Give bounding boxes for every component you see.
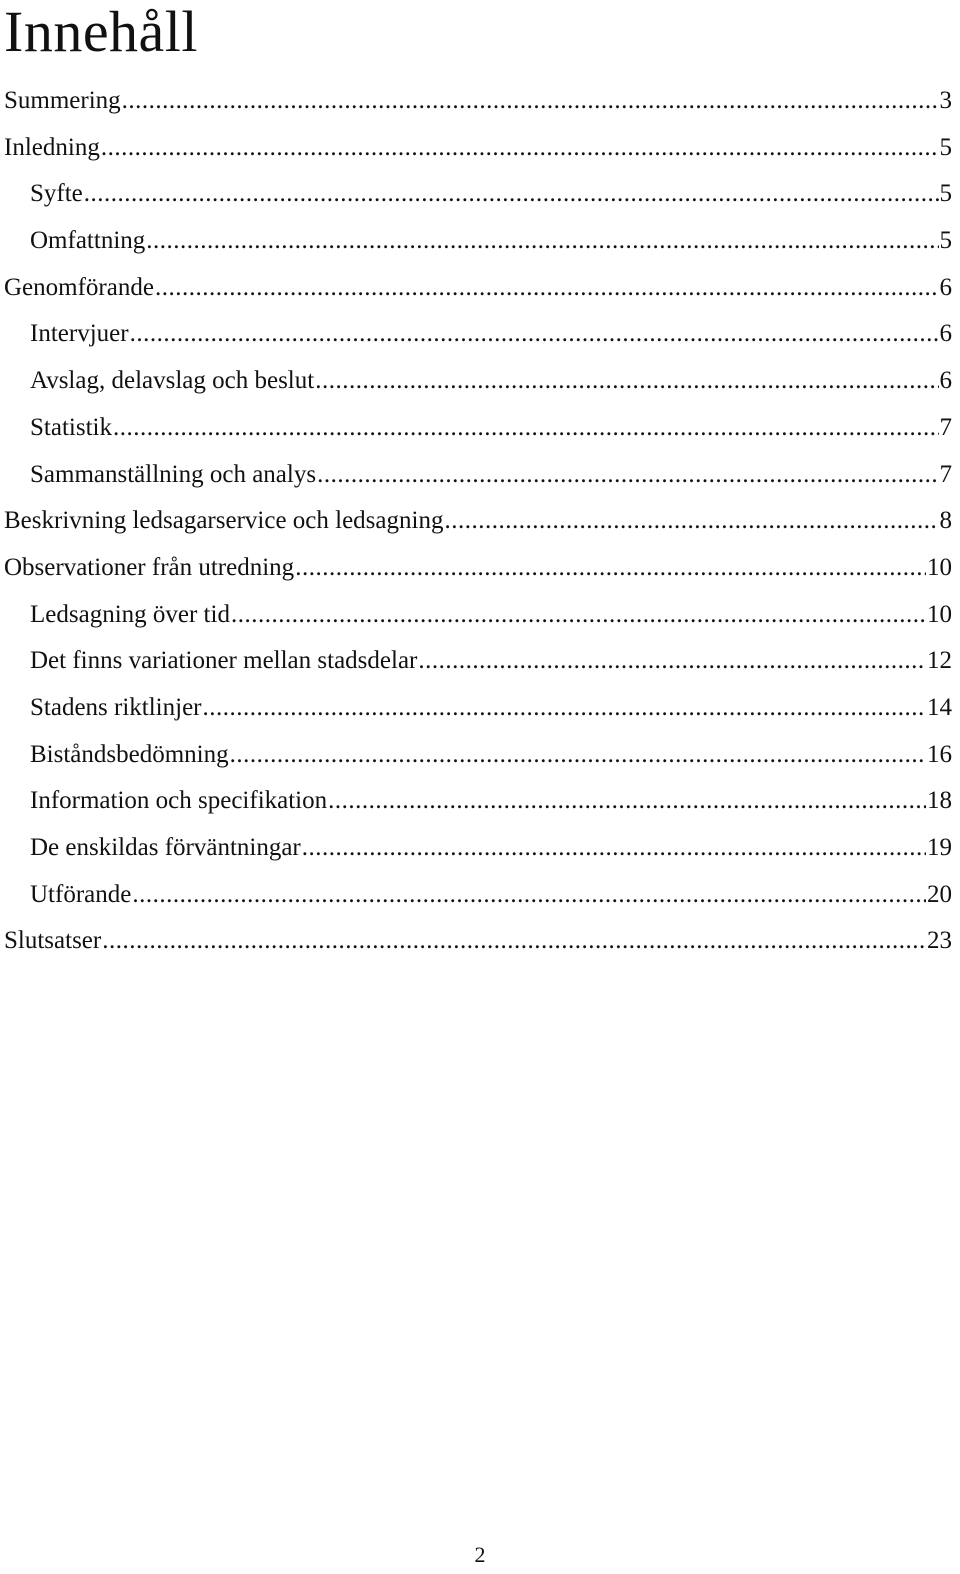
toc-entry-title: Omfattning	[30, 227, 146, 255]
toc-entry-page: 6	[939, 320, 952, 348]
toc-entry-title: Sammanställning och analys	[30, 460, 317, 488]
toc-dot-leader	[132, 872, 926, 919]
toc-entry-page: 8	[939, 507, 952, 535]
toc-entry-page: 20	[927, 880, 952, 908]
toc-entry[interactable]	[0, 498, 952, 545]
toc-entry[interactable]	[0, 872, 952, 919]
toc-entry-page: 5	[939, 227, 952, 255]
toc-entry[interactable]	[0, 732, 952, 779]
toc-entry-page: 19	[927, 834, 952, 861]
toc-dot-leader	[155, 265, 939, 312]
toc-entry-page: 12	[927, 647, 952, 675]
toc-dot-leader	[317, 452, 938, 499]
toc-entry-title: De enskildas förväntningar	[30, 834, 301, 861]
toc-entry[interactable]	[0, 592, 952, 639]
toc-entry-title: Statistik	[30, 413, 112, 441]
toc-entry-title: Genomförande	[4, 273, 154, 301]
toc-entry[interactable]	[0, 171, 952, 218]
toc-entry[interactable]	[0, 125, 952, 172]
toc-entry-page: 16	[927, 740, 952, 768]
toc-entry-title: Stadens riktlinjer	[30, 693, 202, 721]
toc-entry-page: 23	[927, 927, 952, 955]
toc-entry-title: Ledsagning över tid	[30, 600, 230, 628]
toc-entry-page: 14	[927, 693, 952, 721]
toc-dot-leader	[295, 545, 926, 592]
toc-entry[interactable]	[0, 358, 952, 405]
table-of-contents	[0, 78, 952, 965]
toc-entry-title: Syfte	[30, 180, 83, 208]
toc-dot-leader	[101, 125, 939, 172]
toc-entry-page: 7	[939, 460, 952, 488]
toc-entry-title: Det finns variationer mellan stadsdelar	[30, 647, 418, 675]
toc-dot-leader	[146, 218, 938, 265]
page-number: 2	[474, 1542, 486, 1567]
toc-entry-title: Inledning	[4, 133, 100, 161]
toc-dot-leader	[444, 498, 938, 545]
toc-entry-page: 3	[939, 87, 952, 114]
toc-entry-title: Observationer från utredning	[4, 553, 295, 581]
toc-entry[interactable]	[0, 685, 952, 732]
toc-dot-leader	[203, 685, 927, 732]
toc-entry[interactable]	[0, 405, 952, 452]
toc-entry[interactable]	[0, 218, 952, 265]
toc-dot-leader	[418, 638, 926, 685]
toc-entry-page: 5	[939, 133, 952, 161]
toc-entry-page: 5	[939, 180, 952, 208]
toc-entry[interactable]	[0, 638, 952, 685]
toc-dot-leader	[122, 78, 939, 125]
toc-entry-title: Beskrivning ledsagarservice och ledsagning	[4, 507, 444, 535]
toc-entry[interactable]	[0, 452, 952, 499]
toc-dot-leader	[113, 405, 939, 452]
toc-entry-page: 10	[927, 553, 952, 581]
page-title: Innehåll	[4, 0, 199, 64]
toc-entry-page: 6	[939, 367, 952, 395]
toc-entry-title: Slutsatser	[4, 927, 102, 955]
toc-entry-page: 18	[927, 787, 952, 815]
toc-entry[interactable]	[0, 778, 952, 825]
toc-entry-title: Utförande	[30, 880, 132, 908]
toc-dot-leader	[302, 825, 926, 872]
toc-entry-title: Information och specifikation	[30, 787, 328, 815]
toc-entry-title: Biståndsbedömning	[30, 740, 229, 768]
toc-dot-leader	[130, 311, 939, 358]
toc-dot-leader	[315, 358, 938, 405]
toc-dot-leader	[84, 171, 939, 218]
toc-entry[interactable]	[0, 918, 952, 965]
toc-entry-page: 7	[939, 413, 952, 441]
toc-entry-title: Avslag, delavslag och beslut	[30, 367, 315, 395]
toc-entry[interactable]	[0, 545, 952, 592]
toc-dot-leader	[230, 732, 926, 779]
toc-entry[interactable]	[0, 78, 952, 125]
toc-entry-title: Summering	[4, 87, 121, 114]
toc-dot-leader	[231, 592, 926, 639]
toc-entry-title: Intervjuer	[30, 320, 129, 348]
toc-entry-page: 6	[939, 273, 952, 301]
toc-entry[interactable]	[0, 265, 952, 312]
toc-entry[interactable]	[0, 825, 952, 872]
toc-entry[interactable]	[0, 311, 952, 358]
toc-entry-page: 10	[927, 600, 952, 628]
toc-dot-leader	[328, 778, 926, 825]
toc-dot-leader	[102, 918, 926, 965]
